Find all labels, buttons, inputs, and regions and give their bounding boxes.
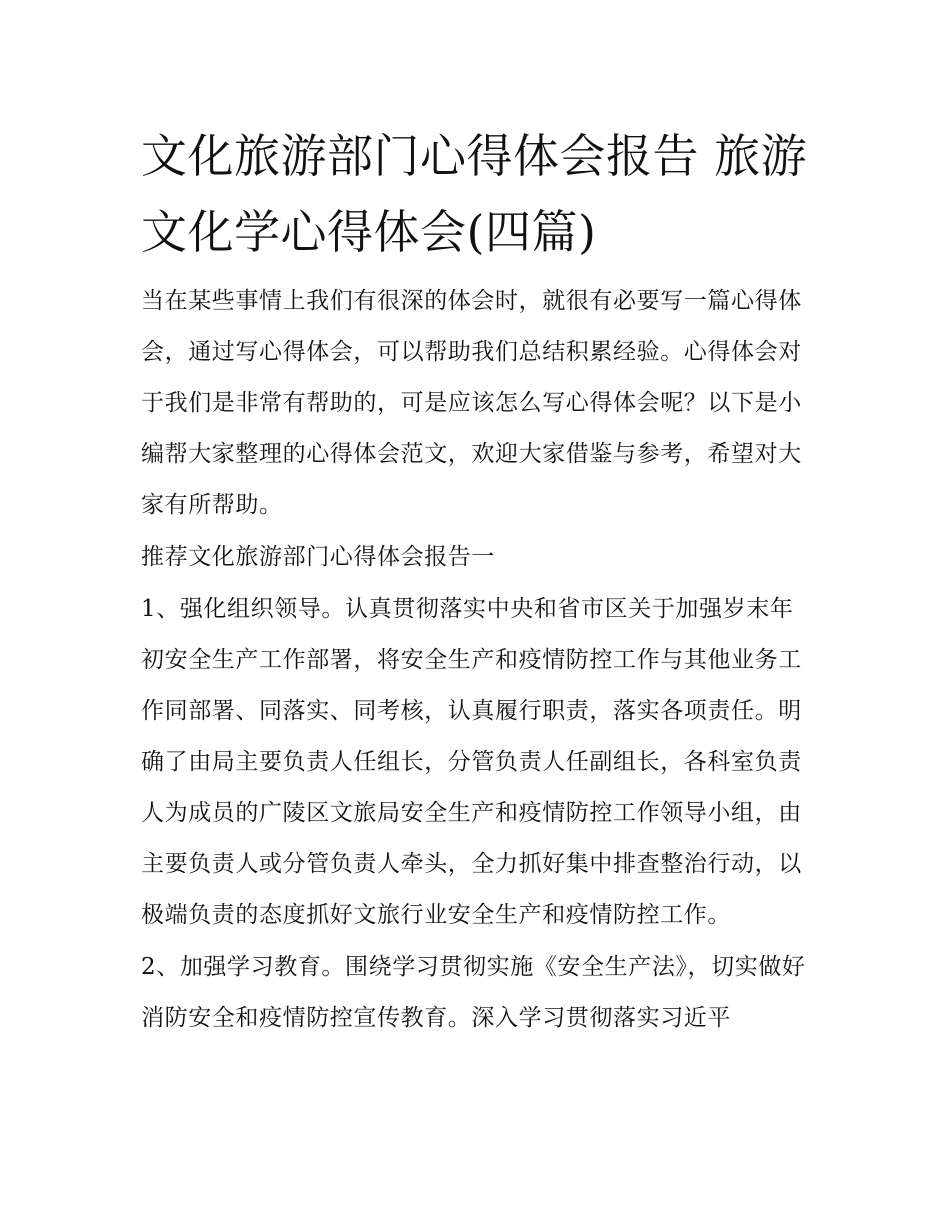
intro-paragraph: 当在某些事情上我们有很深的体会时，就很有必要写一篇心得体会，通过写心得体会，可以帮助我们总结积累经验。心得体会对于我们是非常有帮助的，可是应该怎么写心得体会呢？以下是小编帮大家整理的心得体会范文，欢迎大家借鉴与参考，希望对大家有所帮助。 <box>141 288 802 518</box>
document-body <box>141 276 813 1045</box>
item-paragraph-2: 2、加强学习教育。围绕学习贯彻实施《安全生产法》，切实做好消防安全和疫情防控宣传教育。深入学习贯彻落实习近平 <box>141 954 806 1031</box>
item-paragraph-1: 1、强化组织领导。认真贯彻落实中央和省市区关于加强岁末年初安全生产工作部署，将安全生产和疫情防控工作与其他业务工作同部署、同落实、同考核，认真履行职责，落实各项责任。明确了由局主要负责人任组长，分管负责人任副组长，各科室负责人为成员的广陵区文旅局安全生产和疫情防控工作领导小组，由主要负责人或分管负责人牵头，全力抓好集中排查整治行动，以极端负责的态度抓好文旅行业安全生产和疫情防控工作。 <box>141 596 802 928</box>
section-heading: 推荐文化旅游部门心得体会报告一 <box>141 544 495 570</box>
document-title: 文化旅游部门心得体会报告 旅游文化学心得体会(四篇) <box>141 129 808 259</box>
